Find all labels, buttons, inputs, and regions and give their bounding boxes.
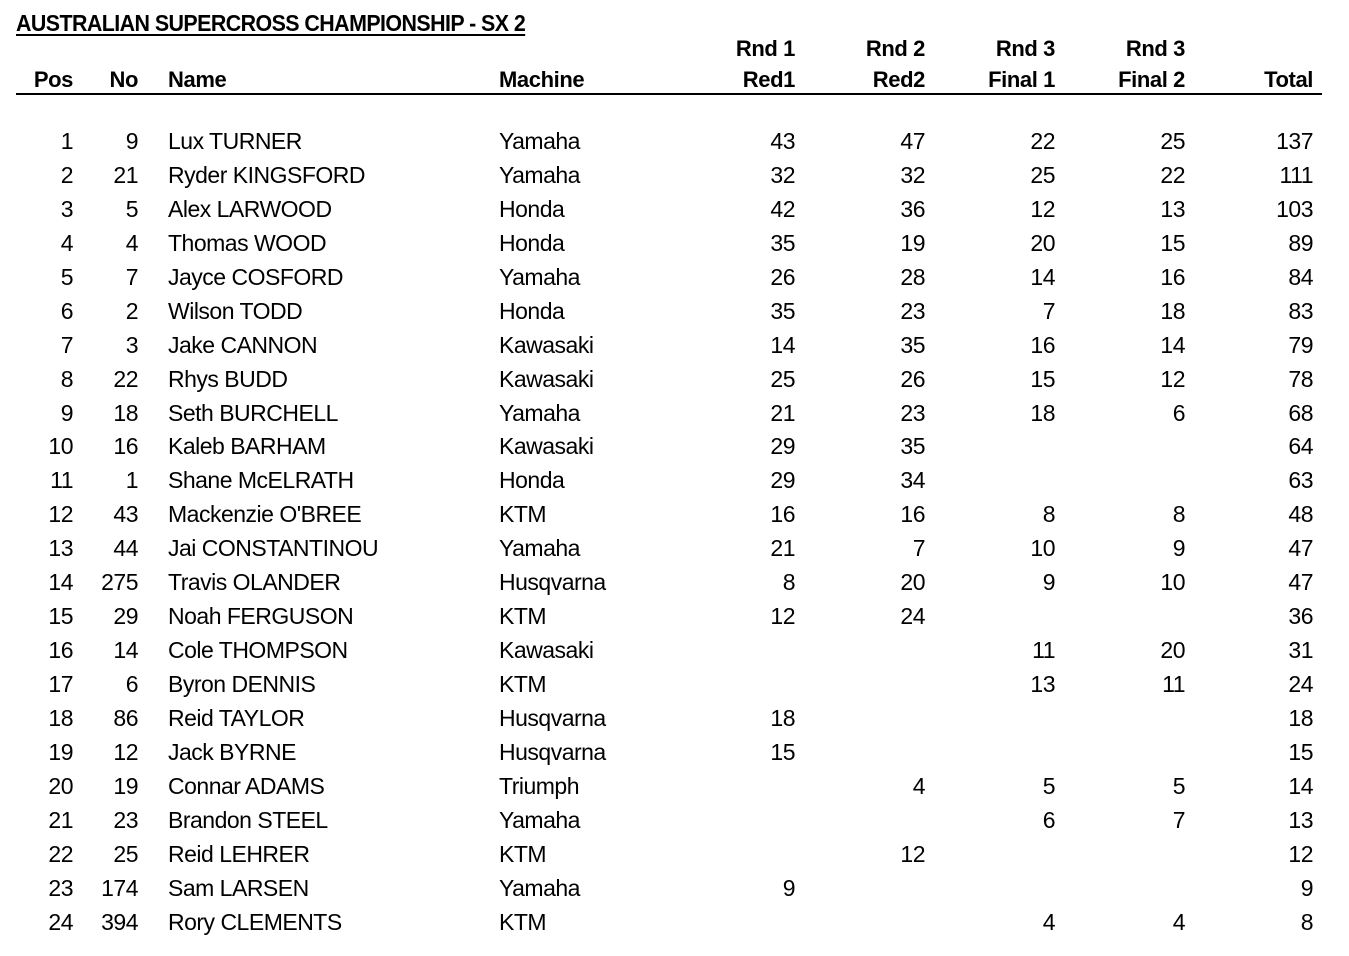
table-row (0, 531, 1349, 565)
cell-name: Noah FERGUSON (168, 603, 354, 630)
cell-name: Jake CANNON (168, 331, 318, 358)
cell-name: Thomas WOOD (168, 229, 327, 256)
cell-pos: 6 (60, 297, 73, 324)
cell-total: 24 (1288, 671, 1313, 697)
cell-name: Wilson TODD (168, 297, 303, 324)
table-row (0, 599, 1349, 633)
cell-machine: Husqvarna (499, 569, 606, 596)
cell-rnd1-red1: 16 (770, 501, 795, 528)
cell-no: 5 (125, 195, 138, 222)
cell-rnd3-final1: 22 (1030, 128, 1055, 154)
cell-rnd3-final1: 7 (1042, 297, 1055, 324)
table-row (0, 667, 1349, 701)
cell-rnd3-final1: 15 (1030, 365, 1055, 392)
cell-rnd2-red2: 23 (900, 399, 925, 426)
cell-no: 2 (125, 297, 138, 324)
cell-rnd1-red1: 35 (770, 297, 795, 324)
cell-rnd1-red1: 12 (770, 603, 795, 630)
cell-total: 103 (1276, 195, 1313, 222)
cell-pos: 24 (48, 908, 73, 935)
header-name: Name (168, 67, 227, 92)
cell-pos: 12 (48, 501, 73, 528)
cell-name: Kaleb BARHAM (168, 433, 326, 460)
cell-rnd1-red1: 29 (770, 433, 795, 460)
cell-name: Jack BYRNE (168, 738, 296, 765)
cell-name: Jai CONSTANTINOU (168, 535, 379, 562)
cell-pos: 7 (60, 331, 73, 358)
cell-rnd2-red2: 23 (900, 297, 925, 324)
cell-no: 9 (125, 128, 138, 154)
cell-name: Alex LARWOOD (168, 195, 332, 222)
cell-machine: Yamaha (499, 806, 580, 833)
cell-machine: Kawasaki (499, 433, 594, 460)
table-row (0, 192, 1349, 226)
cell-rnd3-final2: 7 (1172, 806, 1185, 833)
cell-no: 21 (113, 161, 138, 188)
cell-rnd1-red1: 25 (770, 365, 795, 392)
cell-rnd3-final1: 9 (1042, 569, 1055, 596)
cell-rnd1-red1: 9 (782, 874, 795, 901)
cell-rnd3-final1: 10 (1030, 535, 1055, 562)
cell-total: 18 (1288, 704, 1313, 731)
cell-pos: 14 (48, 569, 73, 596)
cell-rnd3-final1: 18 (1030, 399, 1055, 426)
cell-rnd3-final2: 6 (1172, 399, 1185, 426)
cell-total: 84 (1288, 263, 1313, 290)
cell-rnd3-final2: 14 (1160, 331, 1185, 358)
header-total: Total (1264, 67, 1313, 92)
results-table-body (0, 124, 1349, 939)
cell-rnd3-final1: 14 (1030, 263, 1055, 290)
table-row (0, 294, 1349, 328)
cell-no: 12 (113, 738, 138, 765)
cell-no: 16 (113, 433, 138, 460)
header-rnd2-line1: Rnd 2 (865, 36, 925, 61)
cell-rnd3-final2: 13 (1160, 195, 1185, 222)
cell-no: 86 (113, 704, 138, 731)
cell-rnd3-final1: 13 (1030, 671, 1055, 697)
cell-total: 78 (1288, 365, 1313, 392)
cell-machine: Yamaha (499, 399, 580, 426)
cell-rnd3-final2: 10 (1160, 569, 1185, 596)
cell-rnd3-final1: 12 (1030, 195, 1055, 222)
cell-name: Cole THOMPSON (168, 637, 348, 664)
header-no: No (109, 67, 138, 92)
cell-no: 18 (113, 399, 138, 426)
cell-pos: 5 (60, 263, 73, 290)
table-row (0, 396, 1349, 430)
cell-total: 111 (1279, 161, 1313, 188)
cell-rnd3-final2: 20 (1160, 637, 1185, 664)
cell-no: 1 (125, 467, 138, 494)
cell-rnd2-red2: 36 (900, 195, 925, 222)
cell-pos: 17 (48, 671, 73, 697)
cell-machine: Honda (499, 297, 565, 324)
cell-rnd3-final1: 5 (1042, 772, 1055, 799)
cell-rnd3-final2: 5 (1172, 772, 1185, 799)
header-rnd3-final1-line2: Final 1 (988, 67, 1055, 92)
cell-name: Lux TURNER (168, 128, 302, 154)
cell-pos: 18 (48, 704, 73, 731)
cell-no: 44 (113, 535, 138, 562)
cell-no: 14 (113, 637, 138, 664)
cell-rnd2-red2: 4 (912, 772, 925, 799)
cell-rnd3-final2: 18 (1160, 297, 1185, 324)
cell-rnd2-red2: 35 (900, 433, 925, 460)
cell-total: 79 (1288, 331, 1313, 358)
cell-pos: 3 (60, 195, 73, 222)
table-row (0, 871, 1349, 905)
cell-rnd2-red2: 28 (900, 263, 925, 290)
cell-machine: KTM (499, 840, 547, 867)
cell-rnd1-red1: 32 (770, 161, 795, 188)
header-divider (16, 93, 1322, 95)
cell-total: 68 (1288, 399, 1313, 426)
cell-rnd3-final2: 4 (1172, 908, 1185, 935)
cell-pos: 22 (48, 840, 73, 867)
cell-pos: 16 (48, 637, 73, 664)
cell-name: Reid TAYLOR (168, 704, 305, 731)
table-row (0, 226, 1349, 260)
cell-machine: Honda (499, 467, 565, 494)
cell-name: Reid LEHRER (168, 840, 310, 867)
cell-rnd3-final2: 16 (1160, 263, 1185, 290)
cell-rnd3-final2: 15 (1160, 229, 1185, 256)
cell-no: 4 (125, 229, 138, 256)
cell-pos: 19 (48, 738, 73, 765)
cell-name: Jayce COSFORD (168, 263, 343, 290)
table-row (0, 633, 1349, 667)
cell-total: 83 (1288, 297, 1313, 324)
cell-total: 8 (1300, 908, 1313, 935)
cell-rnd1-red1: 42 (770, 195, 795, 222)
cell-no: 23 (113, 806, 138, 833)
cell-name: Travis OLANDER (168, 569, 341, 596)
cell-machine: Honda (499, 229, 565, 256)
cell-total: 48 (1288, 501, 1313, 528)
cell-machine: Yamaha (499, 161, 580, 188)
table-row (0, 260, 1349, 294)
header-rnd1-line2: Red1 (742, 67, 795, 92)
cell-rnd1-red1: 43 (770, 128, 795, 154)
table-row (0, 328, 1349, 362)
cell-rnd2-red2: 12 (900, 840, 925, 867)
cell-rnd3-final2: 8 (1172, 501, 1185, 528)
cell-no: 19 (113, 772, 138, 799)
table-row (0, 565, 1349, 599)
cell-total: 47 (1288, 569, 1313, 596)
cell-pos: 21 (48, 806, 73, 833)
cell-machine: Yamaha (499, 128, 580, 154)
cell-no: 394 (101, 908, 138, 935)
cell-pos: 8 (60, 365, 73, 392)
header-pos: Pos (33, 67, 73, 92)
cell-machine: Kawasaki (499, 637, 594, 664)
cell-pos: 4 (60, 229, 73, 256)
cell-machine: Yamaha (499, 535, 580, 562)
cell-pos: 11 (50, 467, 73, 494)
cell-rnd1-red1: 21 (770, 535, 795, 562)
table-row (0, 769, 1349, 803)
cell-name: Ryder KINGSFORD (168, 161, 365, 188)
cell-rnd2-red2: 32 (900, 161, 925, 188)
cell-pos: 10 (48, 433, 73, 460)
cell-machine: KTM (499, 671, 547, 697)
cell-rnd3-final1: 16 (1030, 331, 1055, 358)
cell-machine: Yamaha (499, 263, 580, 290)
cell-rnd3-final2: 11 (1162, 671, 1185, 697)
cell-rnd3-final2: 9 (1172, 535, 1185, 562)
cell-total: 64 (1288, 433, 1313, 460)
cell-machine: KTM (499, 908, 547, 935)
cell-rnd3-final1: 4 (1042, 908, 1055, 935)
cell-machine: Triumph (499, 772, 579, 799)
header-machine: Machine (499, 67, 585, 92)
cell-no: 6 (125, 671, 138, 697)
table-row (0, 837, 1349, 871)
cell-machine: Honda (499, 195, 565, 222)
cell-rnd3-final2: 12 (1160, 365, 1185, 392)
cell-rnd2-red2: 19 (900, 229, 925, 256)
cell-total: 137 (1276, 128, 1313, 154)
table-row (0, 497, 1349, 531)
cell-rnd1-red1: 35 (770, 229, 795, 256)
cell-total: 15 (1288, 738, 1313, 765)
cell-name: Seth BURCHELL (168, 399, 338, 426)
cell-rnd1-red1: 26 (770, 263, 795, 290)
cell-name: Shane McELRATH (168, 467, 354, 494)
cell-total: 47 (1288, 535, 1313, 562)
cell-name: Rhys BUDD (168, 365, 288, 392)
table-row (0, 124, 1349, 158)
table-row (0, 429, 1349, 463)
cell-rnd3-final2: 22 (1160, 161, 1185, 188)
cell-rnd3-final1: 25 (1030, 161, 1055, 188)
cell-no: 25 (113, 840, 138, 867)
cell-rnd2-red2: 34 (900, 467, 925, 494)
cell-pos: 2 (60, 161, 73, 188)
cell-total: 12 (1288, 840, 1313, 867)
cell-rnd1-red1: 8 (782, 569, 795, 596)
cell-no: 7 (125, 263, 138, 290)
cell-rnd2-red2: 7 (912, 535, 925, 562)
cell-rnd2-red2: 24 (900, 603, 925, 630)
cell-rnd3-final1: 8 (1042, 501, 1055, 528)
cell-total: 36 (1288, 603, 1313, 630)
header-rnd3-final2-line2: Final 2 (1118, 67, 1185, 92)
cell-total: 89 (1288, 229, 1313, 256)
cell-rnd2-red2: 16 (900, 501, 925, 528)
cell-rnd3-final1: 6 (1042, 806, 1055, 833)
cell-no: 29 (113, 603, 138, 630)
cell-pos: 20 (48, 772, 73, 799)
cell-rnd1-red1: 29 (770, 467, 795, 494)
cell-rnd3-final2: 25 (1160, 128, 1185, 154)
cell-rnd3-final1: 11 (1032, 637, 1055, 664)
cell-pos: 9 (60, 399, 73, 426)
cell-rnd1-red1: 21 (770, 399, 795, 426)
cell-machine: Husqvarna (499, 738, 606, 765)
cell-name: Sam LARSEN (168, 874, 309, 901)
cell-no: 22 (113, 365, 138, 392)
cell-rnd2-red2: 26 (900, 365, 925, 392)
cell-no: 174 (101, 874, 138, 901)
table-row (0, 158, 1349, 192)
cell-name: Byron DENNIS (168, 671, 316, 697)
header-rnd2-line2: Red2 (872, 67, 925, 92)
cell-total: 14 (1288, 772, 1313, 799)
table-row (0, 735, 1349, 769)
cell-machine: KTM (499, 501, 547, 528)
cell-total: 9 (1300, 874, 1313, 901)
cell-rnd2-red2: 47 (900, 128, 925, 154)
cell-name: Mackenzie O'BREE (168, 501, 362, 528)
cell-total: 63 (1288, 467, 1313, 494)
table-row (0, 803, 1349, 837)
table-row (0, 905, 1349, 939)
table-row (0, 362, 1349, 396)
cell-rnd1-red1: 15 (770, 738, 795, 765)
cell-rnd2-red2: 35 (900, 331, 925, 358)
cell-pos: 23 (48, 874, 73, 901)
cell-pos: 13 (48, 535, 73, 562)
cell-no: 3 (125, 331, 138, 358)
page-title: AUSTRALIAN SUPERCROSS CHAMPIONSHIP - SX 2 (16, 10, 526, 36)
cell-no: 275 (101, 569, 138, 596)
cell-machine: Kawasaki (499, 365, 594, 392)
cell-rnd1-red1: 14 (770, 331, 795, 358)
cell-name: Brandon STEEL (168, 806, 328, 833)
table-row (0, 463, 1349, 497)
header-rnd3-final2-line1: Rnd 3 (1125, 36, 1185, 61)
cell-total: 13 (1288, 806, 1313, 833)
cell-pos: 15 (48, 603, 73, 630)
cell-machine: Yamaha (499, 874, 580, 901)
cell-pos: 1 (60, 128, 73, 154)
cell-no: 43 (113, 501, 138, 528)
header-rnd3-final1-line1: Rnd 3 (995, 36, 1055, 61)
cell-rnd1-red1: 18 (770, 704, 795, 731)
cell-total: 31 (1288, 637, 1313, 664)
table-row (0, 701, 1349, 735)
cell-rnd2-red2: 20 (900, 569, 925, 596)
cell-machine: Husqvarna (499, 704, 606, 731)
header-rnd1-line1: Rnd 1 (735, 36, 795, 61)
cell-machine: Kawasaki (499, 331, 594, 358)
cell-rnd3-final1: 20 (1030, 229, 1055, 256)
cell-name: Rory CLEMENTS (168, 908, 342, 935)
cell-machine: KTM (499, 603, 547, 630)
cell-name: Connar ADAMS (168, 772, 325, 799)
